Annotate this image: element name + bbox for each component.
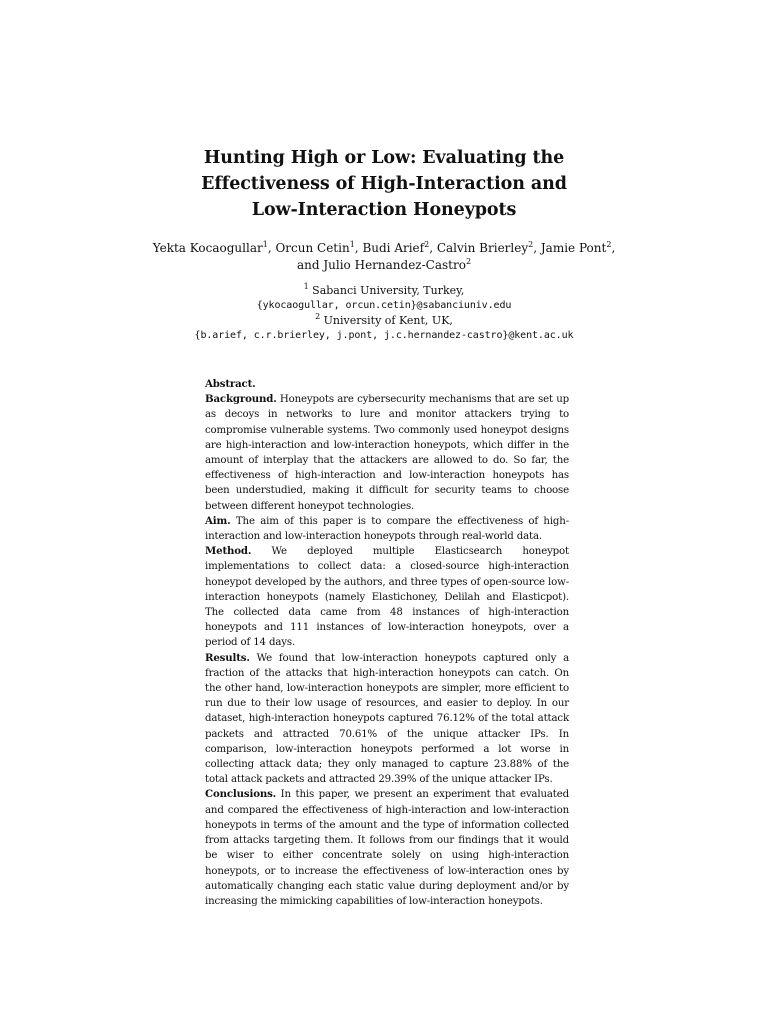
author-line (110, 257, 658, 274)
author-list (110, 240, 658, 274)
affiliation-number: 2 (315, 312, 321, 321)
affiliation-number: 1 (303, 282, 309, 291)
author-affiliation-mark: 1 (349, 240, 355, 249)
author-separator: , (611, 241, 616, 255)
section-text: The aim of this paper is to compare the effectiveness of high-interaction and low-interaction honeypots through real-world data. (205, 515, 570, 543)
abstract-section-results (205, 651, 569, 788)
author-affiliation-mark: 2 (606, 240, 612, 249)
abstract-section-conclusions (205, 787, 569, 909)
affiliation-line (100, 283, 668, 298)
abstract-section-aim (205, 514, 569, 544)
author-conjunction: and (296, 258, 320, 272)
author-separator: , (429, 241, 437, 255)
author-line (110, 240, 658, 257)
author-affiliation-mark: 2 (528, 240, 534, 249)
affiliation-name: Sabanci University, Turkey, (312, 284, 465, 297)
author-name: Budi Arief (362, 241, 425, 255)
section-label: Background. (205, 393, 277, 406)
author-name: Jamie Pont (540, 241, 607, 255)
affiliation-email: {ykocaogullar, orcun.cetin}@sabanciuniv.edu (256, 300, 512, 311)
author-name: Yekta Kocaogullar (152, 241, 263, 255)
section-label: Results. (205, 651, 250, 664)
title-line: Effectiveness of High-Interaction and (201, 174, 567, 194)
section-text: We deployed multiple Elasticsearch honeypot implementations to collect data: a closed-source high-interaction honeypot developed by the authors, and three types of open-source low-interaction honeypots (namely Elastichoney, Delilah and Elasticpot). The collected data came from 48 instances of high-interaction honeypots and 111 instances of low-interaction honeypots, over a period of 14 days. (205, 546, 569, 649)
section-text: Honeypots are cybersecurity mechanisms that are set up as decoys in networks to lure and monitor attackers trying to compromise vulnerable systems. Two commonly used honeypot designs are high-interaction and low-interaction honeypots, which differ in the amount of interplay that the attackers are allowed to do. So far, the effectiveness of high-interaction and low-interaction honeypots has been understudied, making it difficult for security teams to choose between different honeypot technologies. (205, 394, 569, 512)
abstract-section-background (205, 392, 569, 514)
section-text: In this paper, we present an experiment that evaluated and compared the effectiveness of high-interaction and low-interaction honeypots in terms of the amount and the type of information collected from attacks targeting them. It follows from our findings that it would be wiser to either concentrate solely on using high-interaction honeypots, or to increase the effectiveness of low-interaction ones by automatically changing each static value during deployment and/or by increasing the mimicking capabilities of low-interaction honeypots. (205, 789, 569, 907)
paper-title (120, 145, 648, 223)
author-name: Calvin Brierley (436, 241, 529, 255)
section-label: Aim. (205, 514, 231, 527)
abstract-heading: Abstract. (205, 378, 256, 390)
abstract (205, 377, 569, 909)
author-name: Orcun Cetin (275, 241, 350, 255)
affiliation-list (100, 283, 668, 343)
affiliation-name: University of Kent, UK, (323, 314, 453, 327)
affiliation-line (100, 313, 668, 328)
abstract-section-method (205, 544, 569, 650)
title-line: Low-Interaction Honeypots (251, 200, 517, 220)
section-label: Method. (205, 545, 252, 558)
title-line: Hunting High or Low: Evaluating the (203, 148, 565, 168)
author-affiliation-mark: 2 (465, 257, 472, 266)
author-separator: , (533, 241, 541, 255)
author-affiliation-mark: 1 (262, 240, 268, 249)
author-separator: , (267, 241, 276, 255)
author-affiliation-mark: 2 (424, 240, 430, 249)
author-name: Julio Hernandez-Castro (323, 258, 466, 272)
section-label: Conclusions. (205, 788, 277, 801)
affiliation-email: {b.arief, c.r.brierley, j.pont, j.c.hernandez-castro}@kent.ac.uk (194, 330, 574, 341)
section-text: We found that low-interaction honeypots captured only a fraction of the attacks that high-interaction honeypots can catch. On the other hand, low-interaction honeypots are simpler, more efficient to run due to their low usage of resources, and easier to deploy. In our dataset, high-interaction honeypots captured 76.12% of the total attack packets and attracted 70.61% of the unique attacker IPs. In comparison, low-interaction honeypots performed a lot worse in collecting attack data; they only managed to capture 23.88% of the total attack packets and attracted 29.39% of the unique attacker IPs. (205, 652, 570, 786)
author-separator: , (354, 241, 363, 255)
